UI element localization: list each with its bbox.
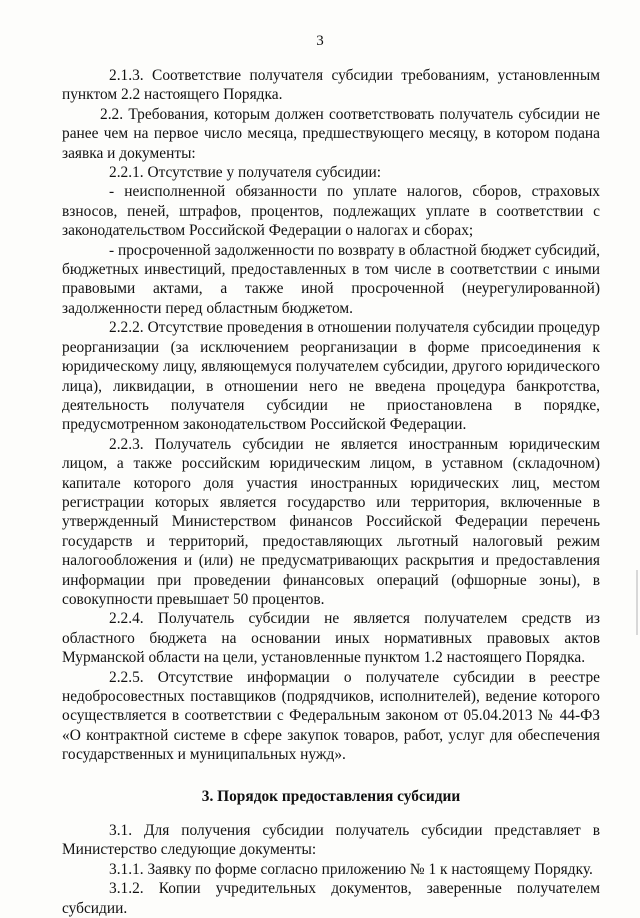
paragraph-2-2-5: 2.2.5. Отсутствие информации о получателе субсидии в реестре недобросовестных поставщиков (подрядчиков, исполнителей), ведение которого осуществляется в соответствии с Федеральным законом от 05.04.2013 № 44-ФЗ «О контрактной системе в сфере закупок товаров, работ, услуг для обеспечения государственных и муниципальных нужд». [62,668,600,764]
paragraph-2-2-2: 2.2.2. Отсутствие проведения в отношении получателя субсидии процедур реорганизации (за исключением реорганизации в форме присоединения к юридическому лицу, являющемуся получателем субсидии, другого юридического лица), ликвидации, в отношении него не введена процедура банкротства, деятельность получателя субсидии не приостановлена в порядке, предусмотренном законодательством Российской Федерации. [62,319,600,434]
paragraph-2-1-3: 2.1.3. Соответствие получателя субсидии требованиям, установленным пунктом 2.2 настоящего Порядка. [62,67,600,104]
list-item-overdue-debt: - просроченной задолженности по возврату в областной бюджет субсидий, бюджетных инвестиций, предоставленных в том числе в соответствии с иными правовыми актами, а также иной просроченной (неурегулированной) задолженности перед областным бюджетом. [62,241,600,317]
page-number: 3 [316,33,324,49]
paragraph-2-2: 2.2. Требования, которым должен соответствовать получатель субсидии не ранее чем на первое число месяца, предшествующего месяцу, в котором подана заявка и документы: [62,105,600,162]
paragraph-2-2-3: 2.2.3. Получатель субсидии не является иностранным юридическим лицом, а также российским юридическим лицом, в уставном (складочном) капитале которого доля участия иностранных юридических лиц, местом регистрации которых является государство или территория, включенные в утвержденный Министерством финансов Российской Федерации перечень государств и территорий, предоставляющих льготный налоговый режим налогообложения и (или) не предусматривающих раскрытия и предоставления информации при проведении финансовых операций (офшорные зоны), в совокупности превышает 50 процентов. [62,435,600,608]
paragraph-3-1: 3.1. Для получения субсидии получатель субсидии представляет в Министерство следующие документы: [62,822,600,859]
section-heading: 3. Порядок предоставления субсидии [201,787,461,805]
document-body [62,66,600,918]
paragraph-2-2-4: 2.2.4. Получатель субсидии не является получателем средств из областного бюджета на основании иных нормативных правовых актов Мурманской области на цели, установленные пунктом 1.2 настоящего Порядка. [62,610,600,667]
paragraph-3-1-2: 3.1.2. Копии учредительных документов, заверенные получателем субсидии. [62,880,600,917]
scan-edge-mark [636,570,638,635]
list-item-taxes: - неисполненной обязанности по уплате налогов, сборов, страховых взносов, пеней, штрафов, процентов, подлежащих уплате в соответствии с законодательством Российской Федерации о налогах и сборах; [62,183,600,240]
paragraph-3-1-1: 3.1.1. Заявку по форме согласно приложению № 1 к настоящему Порядку. [109,860,593,878]
paragraph-2-2-1: 2.2.1. Отсутствие у получателя субсидии: [109,164,382,182]
